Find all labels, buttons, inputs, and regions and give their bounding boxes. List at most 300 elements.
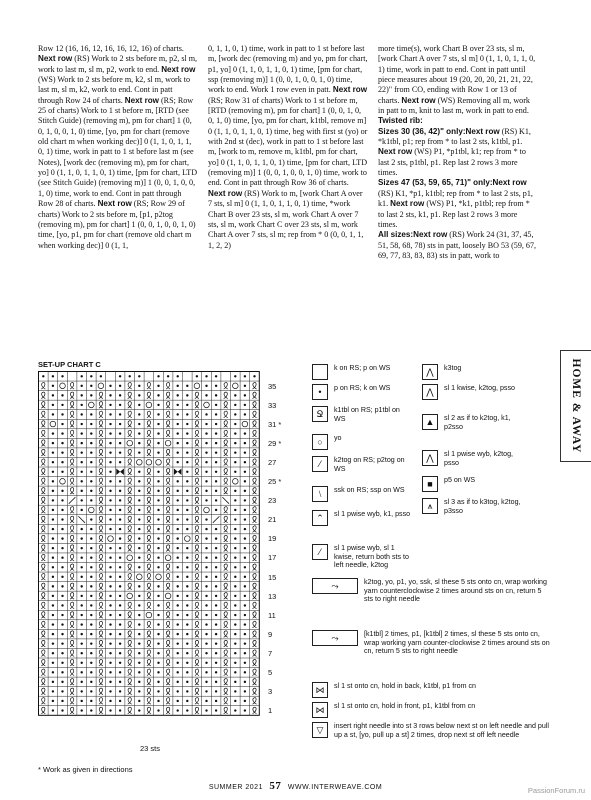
chart-stitch-dot: [109, 432, 111, 434]
chart-stitch-o: [98, 383, 104, 389]
chart-stitch-tw: [224, 430, 228, 437]
chart-stitch-fs: [213, 516, 220, 523]
chart-stitch-dot: [52, 471, 54, 473]
chart-stitch-tw: [99, 516, 103, 523]
chart-row-number: 9: [268, 629, 273, 639]
key-item: [422, 476, 522, 492]
chart-stitch-dot: [234, 537, 236, 539]
chart-stitch-tw: [41, 698, 45, 705]
chart-stitch-dot: [119, 681, 121, 683]
key-item: [312, 384, 412, 400]
chart-stitch-dot: [244, 652, 246, 654]
chart-stitch-dot: [90, 595, 92, 597]
chart-stitch-dot: [177, 442, 179, 444]
chart-stitch-tw: [195, 707, 199, 714]
chart-stitch-tw: [128, 679, 132, 686]
chart-stitch-dot: [109, 451, 111, 453]
chart-stitch-bs: [222, 497, 229, 504]
chart-stitch-dot: [186, 461, 188, 463]
chart-stitch-dot: [244, 585, 246, 587]
chart-stitch-dot: [234, 394, 236, 396]
chart-stitch-dot: [215, 671, 217, 673]
chart-stitch-tw: [41, 507, 45, 514]
chart-row-number: 35: [268, 381, 277, 391]
chart-stitch-o: [89, 507, 95, 513]
key-text: ssk on RS; ssp on WS: [334, 486, 405, 494]
chart-stitch-tw: [70, 564, 74, 571]
chart-stitch-dot: [138, 375, 140, 377]
chart-stitch-dot: [52, 385, 54, 387]
chart-stitch-dot: [109, 671, 111, 673]
bold-run: Next row: [208, 188, 243, 198]
chart-stitch-dot: [215, 681, 217, 683]
chart-stitch-tw: [253, 583, 257, 590]
chart-stitch-tw: [224, 621, 228, 628]
chart-stitch-tw: [70, 478, 74, 485]
chart-stitch-dot: [244, 432, 246, 434]
chart-stitch-tw: [224, 526, 228, 533]
chart-stitch-dot: [205, 614, 207, 616]
chart-stitch-dot: [81, 681, 83, 683]
chart-stitch-tw: [70, 421, 74, 428]
chart-stitch-tw: [224, 383, 228, 390]
chart-stitch-dot: [244, 614, 246, 616]
chart-stitch-bs: [78, 516, 85, 523]
text-run: (WS) P1, *p1tbl, k1; rep from * to last 2 sts, p1tbl, p1. Rep last 2 rows 3 more times.: [378, 147, 526, 178]
chart-stitch-tw: [166, 669, 170, 676]
chart-stitch-dot: [81, 451, 83, 453]
chart-stitch-dot: [81, 671, 83, 673]
chart-stitch-dot: [109, 709, 111, 711]
text-run: (WS) Removing all m, work in patt to m, knit to last m, work in patt to end.: [378, 95, 530, 116]
chart-stitch-dot: [205, 385, 207, 387]
chart-stitch-tw: [195, 468, 199, 475]
chart-stitch-dot: [205, 375, 207, 377]
chart-stitch-dot: [205, 595, 207, 597]
chart-stitch-dot: [119, 662, 121, 664]
chart-stitch-dot: [109, 518, 111, 520]
chart-stitch-dot: [52, 537, 54, 539]
chart-stitch-tw: [166, 478, 170, 485]
key-item: [312, 578, 552, 604]
key-text: yo: [334, 434, 342, 442]
chart-row-number: 21: [268, 515, 277, 525]
chart-stitch-tw: [147, 497, 151, 504]
chart-stitch-dot: [205, 652, 207, 654]
chart-stitch-tw: [99, 449, 103, 456]
chart-stitch-dot: [215, 394, 217, 396]
chart-stitch-tw: [147, 383, 151, 390]
chart-stitch-dot: [90, 671, 92, 673]
chart-stitch-dot: [205, 585, 207, 587]
chart-stitch-tw: [99, 707, 103, 714]
key-symbol-icon: ▽: [312, 722, 328, 738]
chart-stitch-dot: [61, 595, 63, 597]
chart-stitch-dot: [61, 432, 63, 434]
chart-stitch-o: [165, 440, 171, 446]
chart-stitch-dot: [109, 690, 111, 692]
key-item: [312, 434, 412, 450]
chart-stitch-dot: [234, 700, 236, 702]
key-item: [422, 414, 522, 431]
chart-stitch-tw: [128, 421, 132, 428]
chart-stitch-dot: [177, 557, 179, 559]
chart-stitch-dot: [157, 709, 159, 711]
chart-stitch-dot: [157, 404, 159, 406]
chart-stitch-dot: [138, 709, 140, 711]
chart-stitch-tw: [253, 507, 257, 514]
chart-stitch-dot: [138, 547, 140, 549]
chart-stitch-dot: [109, 662, 111, 664]
chart-stitch-dot: [81, 461, 83, 463]
chart-stitch-dot: [138, 604, 140, 606]
key-text: k1tbl on RS; p1tbl on WS: [334, 406, 400, 423]
chart-stitch-dot: [52, 432, 54, 434]
chart-stitch-tw: [99, 593, 103, 600]
chart-stitch-dot: [244, 509, 246, 511]
chart-stitch-dot: [52, 652, 54, 654]
chart-stitch-dot: [244, 375, 246, 377]
chart-stitch-tw: [253, 430, 257, 437]
chart-stitch-tw: [99, 574, 103, 581]
chart-stitch-dot: [244, 690, 246, 692]
chart-stitch-dot: [119, 461, 121, 463]
chart-stitch-dot: [157, 652, 159, 654]
chart-stitch-dot: [215, 642, 217, 644]
chart-row-number: 27: [268, 457, 277, 467]
chart-stitch-dot: [90, 461, 92, 463]
chart-stitch-tw: [41, 679, 45, 686]
chart-stitch-dot: [244, 413, 246, 415]
chart-stitch-tw: [224, 659, 228, 666]
chart-stitch-tw: [99, 411, 103, 418]
chart-stitch-dot: [177, 642, 179, 644]
chart-stitch-dot: [119, 604, 121, 606]
chart-stitch-dot: [138, 623, 140, 625]
chart-stitch-dot: [61, 614, 63, 616]
chart-stitch-dot: [119, 557, 121, 559]
chart-stitch-tw: [70, 507, 74, 514]
chart-stitch-dot: [90, 566, 92, 568]
chart-stitch-dot: [61, 442, 63, 444]
chart-stitch-tw: [147, 602, 151, 609]
chart-stitch-dot: [244, 499, 246, 501]
chart-stitch-dot: [119, 595, 121, 597]
chart-stitch-tw: [253, 478, 257, 485]
chart-stitch-tw: [224, 688, 228, 695]
chart-stitch-dot: [138, 471, 140, 473]
chart-stitch-dot: [138, 490, 140, 492]
chart-stitch-tw: [128, 612, 132, 619]
chart-stitch-dot: [215, 700, 217, 702]
chart-stitch-dot: [215, 385, 217, 387]
chart-stitch-tw: [224, 440, 228, 447]
chart-stitch-dot: [205, 662, 207, 664]
chart-stitch-dot: [109, 595, 111, 597]
chart-stitch-dot: [205, 432, 207, 434]
chart-stitch-dot: [234, 633, 236, 635]
chart-stitch-dot: [205, 490, 207, 492]
chart-stitch-dot: [205, 566, 207, 568]
chart-stitch-tw: [147, 688, 151, 695]
chart-stitch-dot: [186, 576, 188, 578]
text-run: (RS) Work 24 (31, 37, 45, 51, 58, 68, 78) sts in patt, loosely BO 53 (59, 67, 69, 77, 83, 83, 83) sts in patt, work to: [378, 230, 537, 260]
chart-stitch-dot: [186, 690, 188, 692]
chart-stitch-dot: [61, 557, 63, 559]
chart-stitch-tw: [99, 564, 103, 571]
chart-stitch-dot: [119, 499, 121, 501]
bold-run: Next row: [332, 85, 368, 95]
chart-stitch-dot: [177, 547, 179, 549]
chart-stitch-dot: [186, 585, 188, 587]
chart-stitch-dot: [157, 528, 159, 530]
chart-stitch-dot: [215, 537, 217, 539]
chart-stitch-dot: [215, 432, 217, 434]
chart-stitch-dot: [109, 394, 111, 396]
chart-stitch-dot: [205, 518, 207, 520]
key-item: [312, 486, 412, 502]
chart-stitch-dot: [52, 576, 54, 578]
chart-stitch-tw: [166, 497, 170, 504]
chart-stitch-dot: [52, 662, 54, 664]
chart-row-number: 29 *: [268, 438, 282, 448]
chart-stitch-dot: [186, 423, 188, 425]
chart-stitch-tw: [99, 392, 103, 399]
chart-stitch-dot: [215, 480, 217, 482]
chart-stitch-dot: [186, 671, 188, 673]
chart-stitch-tw: [147, 679, 151, 686]
chart-stitch-dot: [138, 566, 140, 568]
chart-stitch-dot: [234, 566, 236, 568]
chart-stitch-dot: [81, 480, 83, 482]
chart-row-number: 19: [268, 534, 277, 544]
chart-stitch-tw: [166, 526, 170, 533]
chart-stitch-dot: [234, 690, 236, 692]
chart-stitch-dot: [119, 623, 121, 625]
chart-stitch-dot: [234, 557, 236, 559]
chart-stitch-tw: [41, 621, 45, 628]
chart-stitch-tw: [128, 564, 132, 571]
chart-stitch-dot: [244, 404, 246, 406]
chart-stitch-tw: [41, 526, 45, 533]
chart-stitch-dot: [81, 547, 83, 549]
chart-stitch-tw: [166, 698, 170, 705]
chart-stitch-dot: [90, 690, 92, 692]
chart-stitch-tw: [70, 488, 74, 495]
chart-stitch-dot: [177, 509, 179, 511]
chart-stitch-tw: [99, 659, 103, 666]
chart-stitch-tw: [99, 497, 103, 504]
chart-stitch-tw: [166, 449, 170, 456]
chart-stitch-dot: [81, 642, 83, 644]
chart-stitch-tw: [70, 593, 74, 600]
chart-stitch-tw: [99, 612, 103, 619]
key-symbol-icon: ⧵: [312, 486, 328, 502]
key-text: sl 1 pwise wyb, k2tog, psso: [444, 450, 513, 467]
chart-stitch-dot: [81, 614, 83, 616]
chart-stitch-dot: [119, 394, 121, 396]
chart-stitch-dot: [138, 633, 140, 635]
chart-stitch-dot: [244, 709, 246, 711]
chart-stitch-tw: [195, 583, 199, 590]
chart-stitch-dot: [186, 709, 188, 711]
chart-stitch-dot: [119, 537, 121, 539]
chart-stitch-dot: [90, 642, 92, 644]
chart-stitch-o: [60, 479, 66, 485]
chart-stitch-tw: [195, 440, 199, 447]
text-run: 0, 1, 1, 0, 1) time, work in patt to 1 st before last m, [work dec (removing m) and yo, pm for chart, p1, yo] 0 (1, 1, 0, 1, 1, 0, 1) time, [pm for chart, ssp (removing m)] 1 (0, 0, 1, 0, 0, 1, 0) time, work to end. Work 1 row even in patt.: [208, 44, 368, 95]
chart-stitch-dot: [244, 604, 246, 606]
chart-stitch-tw: [166, 640, 170, 647]
chart-stitch-tw: [253, 659, 257, 666]
chart-stitch-dot: [186, 404, 188, 406]
bold-run: All sizes:: [378, 230, 414, 240]
chart-stitch-dot: [205, 547, 207, 549]
chart-stitch-dot: [205, 451, 207, 453]
chart-stitch-dot: [157, 690, 159, 692]
chart-stitch-tw: [253, 526, 257, 533]
chart-stitch-tw: [195, 621, 199, 628]
chart-stitch-dot: [90, 547, 92, 549]
chart-stitch-dot: [157, 537, 159, 539]
key-item: [422, 450, 522, 467]
chart-stitch-tw: [147, 468, 151, 475]
text-run: (RS; Row 31 of charts) Work to 1 st before m, [RTD (removing m), pm for chart] 1 (0, 0, 1, 0, 0, 1, 0) time, [yo, pm for chart, k1tbl, remove m] 0 (1, 1, 0, 1, 1, 0, 1) time, beg with first st (yo) or with 2nd st (dec), work in patt to 1 st before last m, [work to m, remove m, k1tbl, pm for chart, yo] 0 (1, 1, 0, 1, 1, 0, 1) time, [pm for chart, LTD (removing m)] 1 (0, 0, 1, 0, 0, 1, 0) time, work to end. Cont in patt through Row 36 of charts.: [208, 95, 368, 188]
chart-stitch-dot: [215, 604, 217, 606]
chart-stitch-tw: [224, 545, 228, 552]
key-text: insert right needle into st 3 rows below next st on left needle and pull up a st, [yo, pull up a st] 2 times, drop next st off left needle: [334, 722, 549, 739]
chart-stitch-dot: [157, 623, 159, 625]
chart-stitch-dot: [186, 642, 188, 644]
chart-stitch-tw: [224, 421, 228, 428]
chart-stitch-tw: [70, 650, 74, 657]
chart-stitch-dot: [61, 499, 63, 501]
chart-stitch-tw: [224, 564, 228, 571]
chart-stitch-tw: [224, 679, 228, 686]
chart-stitch-dot: [215, 451, 217, 453]
chart-stitch-dot: [244, 490, 246, 492]
chart-stitch-dot: [244, 566, 246, 568]
chart-stitch-dot: [157, 451, 159, 453]
text-column-1: [38, 44, 198, 344]
chart-stitch-tw: [99, 468, 103, 475]
chart-stitch-dot: [138, 404, 140, 406]
chart-stitch-dot: [205, 690, 207, 692]
chart-stitch-o: [146, 402, 152, 408]
chart-stitch-tw: [70, 383, 74, 390]
chart-stitch-dot: [157, 394, 159, 396]
chart-stitch-dot: [61, 681, 63, 683]
chart-stitch-dot: [205, 557, 207, 559]
chart-stitch-tw: [147, 707, 151, 714]
chart-stitch-dot: [138, 442, 140, 444]
chart-stitch-tw: [224, 478, 228, 485]
chart-stitch-tw: [195, 449, 199, 456]
chart-stitch-tw: [253, 640, 257, 647]
chart-stitch-dot: [177, 595, 179, 597]
chart-stitch-tw: [224, 392, 228, 399]
chart-stitch-dot: [138, 642, 140, 644]
chart-stitch-dot: [215, 442, 217, 444]
chart-stitch-dot: [109, 576, 111, 578]
chart-stitch-tw: [195, 545, 199, 552]
chart-stitch-tw: [70, 659, 74, 666]
chart-stitch-tw: [253, 650, 257, 657]
chart-stitch-dot: [81, 557, 83, 559]
chart-stitch-dot: [61, 566, 63, 568]
key-text: sl 3 as if to k3tog, k2tog, p3sso: [444, 498, 521, 515]
chart-stitch-dot: [81, 652, 83, 654]
chart-stitch-tw: [70, 468, 74, 475]
chart-stitch-dot: [90, 394, 92, 396]
chart-stitch-dot: [61, 623, 63, 625]
key-text: k2tog on RS; p2tog on WS: [334, 456, 405, 473]
chart-stitch-tw: [128, 707, 132, 714]
chart-stitch-tw: [253, 631, 257, 638]
chart-stitch-dot: [109, 604, 111, 606]
chart-stitch-dot: [61, 585, 63, 587]
chart-stitch-dot: [215, 509, 217, 511]
chart-stitch-dot: [138, 662, 140, 664]
chart-stitch-dot: [138, 595, 140, 597]
chart-stitch-tw: [253, 621, 257, 628]
chart-stitch-dot: [234, 662, 236, 664]
chart-stitch-tw: [253, 612, 257, 619]
key-text: [k1tbl] 2 times, p1, [k1tbl] 2 times, sl these 5 sts onto cn, wrap working yarn counter-clockwise 2 times around sts on cn, return 5 sts to right needle: [364, 630, 550, 656]
chart-stitch-tw: [41, 459, 45, 466]
chart-stitch-tw: [99, 650, 103, 657]
key-text: sl 1 st onto cn, hold in back, k1tbl, p1 from cn: [334, 682, 476, 690]
chart-stitch-tw: [224, 631, 228, 638]
chart-stitch-dot: [157, 375, 159, 377]
chart-stitch-dot: [157, 557, 159, 559]
chart-stitch-dot: [52, 518, 54, 520]
chart-row-number: 31 *: [268, 419, 282, 429]
chart-stitch-tw: [128, 488, 132, 495]
chart-stitch-dot: [81, 490, 83, 492]
chart-stitch-dot: [234, 642, 236, 644]
chart-stitch-tw: [41, 593, 45, 600]
chart-stitch-dot: [177, 394, 179, 396]
chart-stitch-dot: [52, 461, 54, 463]
chart-stitch-dot: [119, 442, 121, 444]
chart-stitch-dot: [215, 566, 217, 568]
chart-stitch-tw: [224, 593, 228, 600]
bold-run: Next row: [38, 54, 73, 64]
chart-stitch-dot: [90, 499, 92, 501]
chart-stitch-dot: [61, 547, 63, 549]
chart-stitch-dot: [234, 423, 236, 425]
chart-stitch-dot: [90, 585, 92, 587]
chart-stitch-tw: [147, 392, 151, 399]
chart-stitch-dot: [234, 375, 236, 377]
chart-stitch-dot: [205, 499, 207, 501]
chart-stitch-dot: [177, 652, 179, 654]
chart-stitch-dot: [244, 537, 246, 539]
key-symbol-icon: ⤳: [312, 630, 358, 646]
chart-stitch-tw: [224, 411, 228, 418]
chart-stitch-dot: [215, 528, 217, 530]
chart-stitch-tw: [253, 459, 257, 466]
chart-stitch-tw: [70, 459, 74, 466]
chart-stitch-dot: [138, 681, 140, 683]
chart-stitch-dot: [205, 413, 207, 415]
chart-stitch-tw: [224, 707, 228, 714]
key-item: [422, 498, 522, 515]
bold-run: Next row: [465, 126, 500, 136]
chart-stitch-dot: [177, 432, 179, 434]
chart-stitch-dot: [61, 404, 63, 406]
